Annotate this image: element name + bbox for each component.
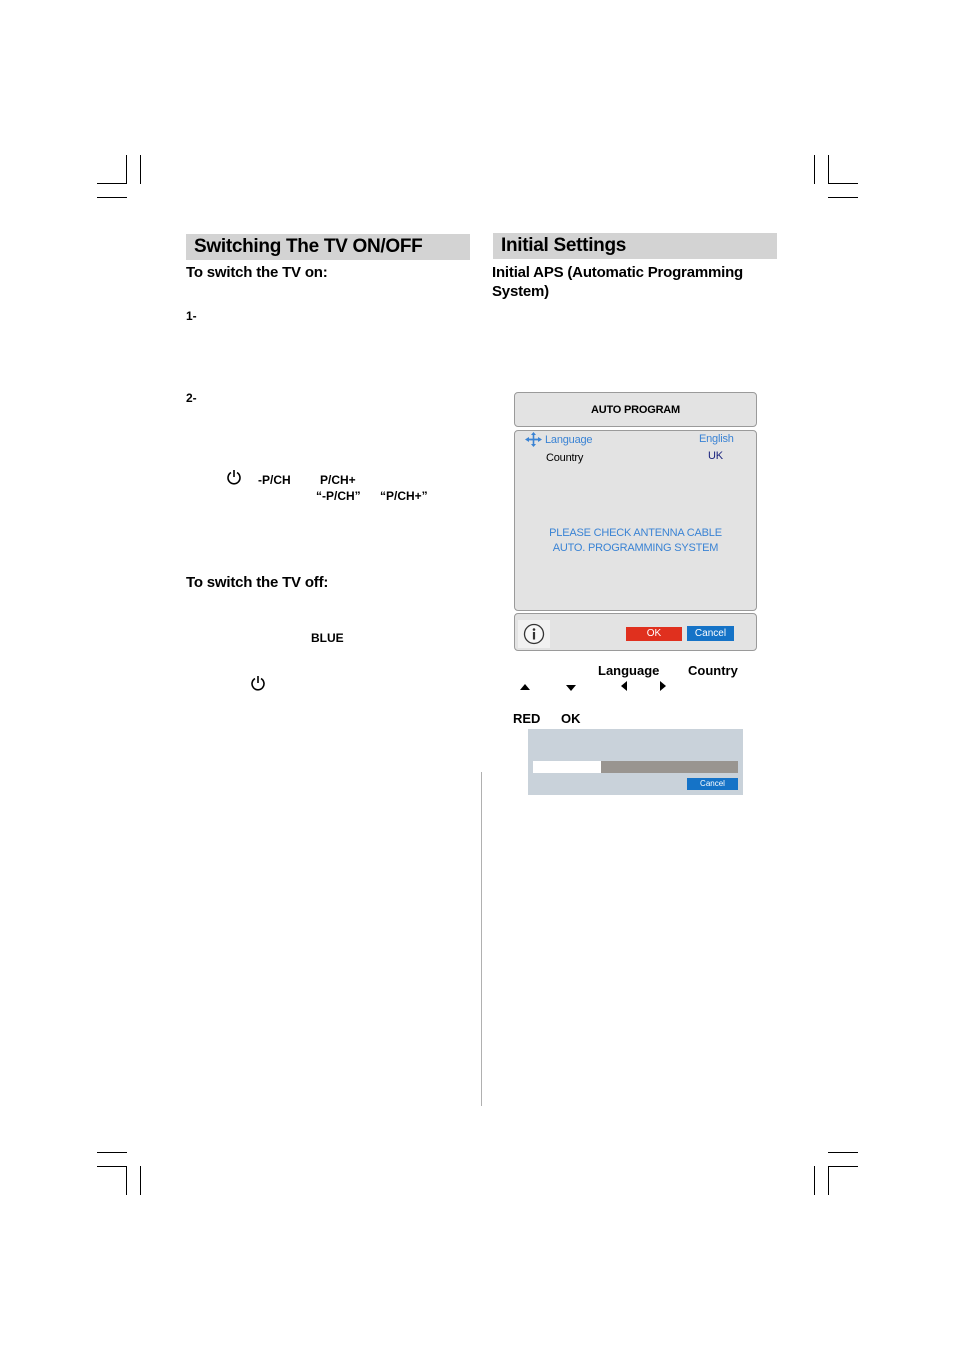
osd-country-value[interactable]: UK [708,450,723,462]
key-minus-pch: -P/CH [258,473,291,487]
key-minus-pch-quoted: “-P/CH” [316,489,361,503]
crop-mark [814,1166,815,1195]
osd-country-label[interactable]: Country [546,452,584,464]
key-plus-pch: P/CH+ [320,473,356,487]
osd-message-line-2: AUTO. PROGRAMMING SYSTEM [552,542,719,554]
crop-mark [828,1166,829,1195]
info-icon [523,623,545,645]
osd-title-bar: AUTO PROGRAM [514,392,757,427]
switch-off-heading: To switch the TV off: [186,574,329,591]
osd-cancel-button[interactable]: Cancel [687,626,734,641]
legend-red: RED [513,711,541,726]
crop-mark [97,183,127,184]
crop-mark [97,197,127,198]
blue-key-label: BLUE [311,631,344,645]
section-heading-initial-settings: Initial Settings [493,233,777,259]
crop-mark [140,1166,141,1195]
section-heading-switching: Switching The TV ON/OFF [186,234,470,260]
right-arrow-icon [659,680,667,692]
legend-language: Language [598,663,660,678]
osd-ok-button[interactable]: OK [626,627,682,641]
crop-mark [828,197,858,198]
osd-language-label[interactable]: Language [545,434,593,446]
up-arrow-icon [519,683,531,691]
left-arrow-icon [620,680,628,692]
crop-mark [828,183,858,184]
switch-on-heading: To switch the TV on: [186,264,328,281]
power-icon [226,469,242,485]
crop-mark [828,1152,858,1153]
column-divider [481,772,482,1106]
crop-mark [126,155,127,184]
crop-mark [97,1152,127,1153]
move-arrows-icon [525,432,542,447]
progress-bar-track [601,761,738,773]
crop-mark [828,155,829,184]
legend-ok: OK [561,711,581,726]
progress-bar-fill [533,761,601,773]
aps-subheading: Initial APS (Automatic Programming System) [492,264,744,300]
crop-mark [140,155,141,184]
crop-mark [126,1166,127,1195]
crop-mark [97,1166,127,1167]
osd-language-value[interactable]: English [699,433,734,445]
legend-country: Country [688,663,738,678]
step-1-label: 1- [186,309,197,323]
key-plus-pch-quoted: “P/CH+” [380,489,428,503]
progress-cancel-button[interactable]: Cancel [687,778,738,790]
crop-mark [814,155,815,184]
crop-mark [828,1166,858,1167]
step-2-label: 2- [186,391,197,405]
power-icon [250,675,266,691]
down-arrow-icon [565,684,577,692]
osd-message-line-1: PLEASE CHECK ANTENNA CABLE [549,527,722,539]
